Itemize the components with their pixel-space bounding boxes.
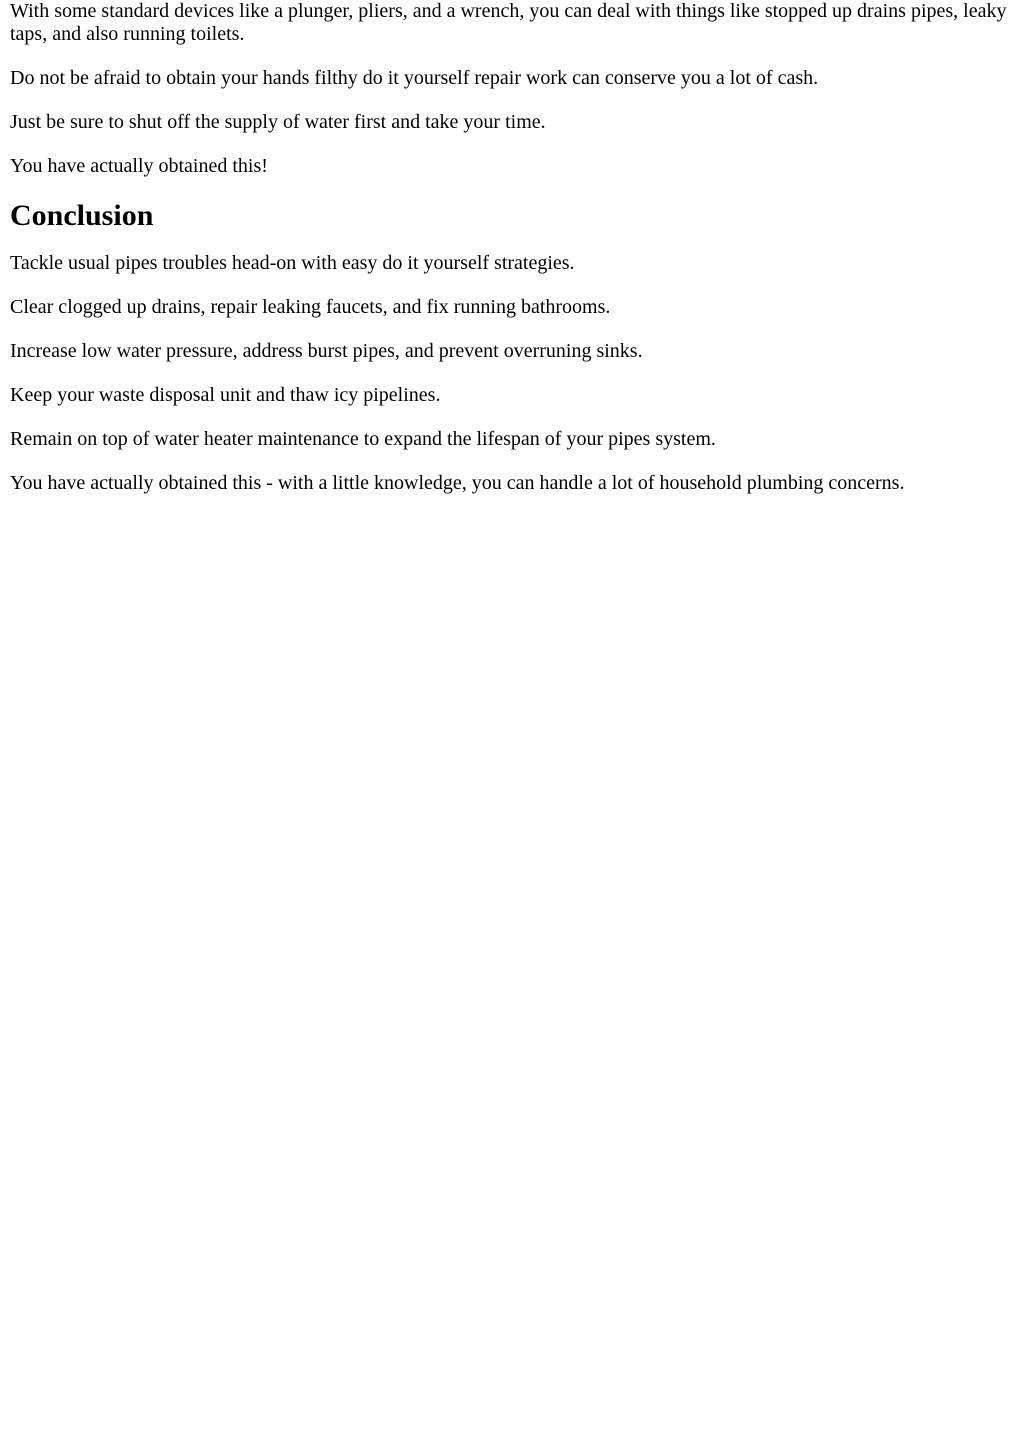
conclusion-section [10,199,1014,495]
intro-paragraph: You have actually obtained this! [10,155,268,177]
conclusion-paragraph: Clear clogged up drains, repair leaking faucets, and fix running bathrooms. [10,296,611,318]
intro-paragraph: Do not be afraid to obtain your hands filthy do it yourself repair work can conserve you a lot of cash. [10,67,819,89]
conclusion-heading: Conclusion [10,199,154,232]
conclusion-paragraph: Increase low water pressure, address burst pipes, and prevent overruning sinks. [10,340,643,362]
conclusion-paragraph: Remain on top of water heater maintenance to expand the lifespan of your pipes system. [10,428,716,450]
article-body [0,0,1024,495]
conclusion-paragraph: Keep your waste disposal unit and thaw icy pipelines. [10,384,441,406]
conclusion-paragraph: Tackle usual pipes troubles head-on with easy do it yourself strategies. [10,252,575,274]
intro-section [10,0,1014,178]
intro-paragraph: Just be sure to shut off the supply of water first and take your time. [10,111,546,133]
intro-paragraph: With some standard devices like a plunger, pliers, and a wrench, you can deal with things like stopped up drains pipes, leaky taps, and also running toilets. [10,0,1007,45]
conclusion-paragraph: You have actually obtained this - with a little knowledge, you can handle a lot of household plumbing concerns. [10,472,905,494]
